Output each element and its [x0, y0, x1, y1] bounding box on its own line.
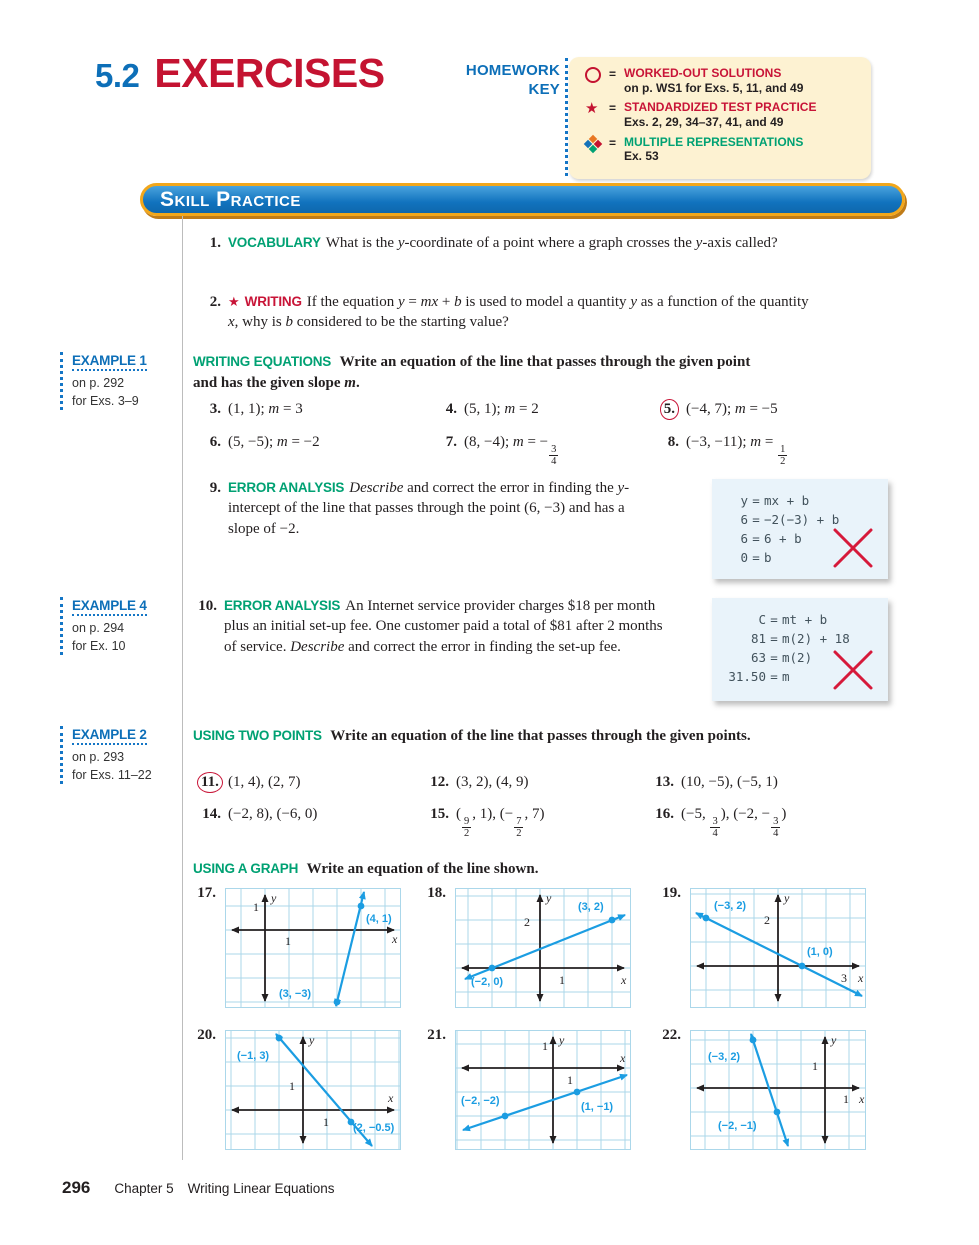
exercise-number: 15.: [430, 806, 449, 822]
dotted-divider: [565, 58, 568, 176]
section-heading-text: Write an equation of the line shown.: [303, 861, 539, 877]
page-title: EXERCISES: [154, 50, 385, 96]
example-title: EXAMPLE 4: [72, 598, 147, 616]
page-header: [95, 50, 385, 97]
graph-17: [225, 888, 401, 1008]
example-page-ref: on p. 292: [72, 376, 125, 390]
exercise-number: 8.: [667, 434, 679, 450]
note-equation-line: 81 = m(2) + 18: [750, 631, 850, 646]
fraction: $\frac{3}{4}$: [712, 815, 718, 840]
exercise-row: [197, 401, 957, 435]
exercise-item: [197, 401, 303, 418]
svg-text:3: 3: [841, 971, 847, 985]
note-equation-line: 31.50 = m: [728, 669, 790, 684]
exercise-text: ERROR ANALYSIS An Internet service provider charges $18 per month plus an initial set-up fee. One customer paid a total of $81 after 2 months of service. Describe and correct the error in finding the set-up fee.: [224, 598, 663, 655]
svg-text:x: x: [392, 932, 398, 946]
exercise-number: 1.: [209, 235, 221, 251]
exercise-number: 18.: [427, 885, 446, 901]
circled-exercise-number: 5.: [655, 401, 679, 418]
fraction: $\frac{1}{2}$: [780, 443, 786, 468]
page-footer: [62, 1178, 335, 1198]
svg-text:(−2, −1): (−2, −1): [718, 1120, 757, 1132]
exercise-9: [197, 478, 645, 539]
skill-practice-banner: [140, 183, 905, 216]
homework-key-title: WORKED-OUT SOLUTIONS: [624, 66, 782, 80]
section-heading-using-two-points: [193, 726, 758, 747]
exercise-item: [433, 401, 539, 418]
exercise-text: (−3, −11); m = $\frac{1}{2}$: [686, 434, 786, 468]
fraction: $\frac{3}{4}$: [773, 815, 779, 840]
example-reference-box-4: [60, 597, 198, 655]
circled-exercise-number: 11.: [197, 774, 221, 791]
note-equation-line: 63 = m(2): [750, 650, 813, 665]
svg-text:1: 1: [812, 1059, 818, 1073]
exercise-text: (10, −5), (−5, 1): [681, 774, 778, 790]
exercise-text: VOCABULARY What is the y-coordinate of a point where a graph crosses the y-axis called?: [228, 235, 778, 251]
svg-text:2: 2: [764, 913, 770, 927]
chapter-title: Writing Linear Equations: [187, 1181, 335, 1196]
homework-key-text: [624, 66, 803, 95]
exercise-text: (3, 2), (4, 9): [456, 774, 529, 790]
exercise-item: [655, 434, 788, 468]
lesson-number: 5.2: [95, 57, 140, 94]
example-exercise-ref: for Exs. 3–9: [72, 394, 139, 409]
svg-text:x: x: [388, 1091, 394, 1105]
exercise-number: 20.: [197, 1027, 216, 1043]
svg-text:x: x: [858, 971, 864, 985]
exercise-item: [197, 434, 320, 451]
svg-text:x: x: [621, 973, 627, 987]
example-title: EXAMPLE 2: [72, 727, 147, 745]
svg-text:1: 1: [567, 1073, 573, 1087]
svg-text:2: 2: [524, 915, 530, 929]
svg-text:(1, −1): (1, −1): [581, 1101, 614, 1113]
svg-text:1: 1: [289, 1079, 295, 1093]
exercise-label: ERROR ANALYSIS: [228, 480, 345, 495]
svg-text:1: 1: [285, 934, 291, 948]
svg-text:(−3, 2): (−3, 2): [714, 900, 747, 912]
example-reference-box-2: [60, 726, 198, 784]
homework-key-detail: on p. WS1 for Exs. 5, 11, and 49: [624, 80, 804, 95]
exercise-row: [197, 806, 957, 840]
note-equation-line: C = mt + b: [758, 612, 828, 627]
example-page-ref: on p. 293: [72, 750, 125, 764]
star-icon: ★: [585, 100, 599, 118]
example-reference-box-1: [60, 352, 198, 410]
note-equation-line: 6 = 6 + b: [740, 531, 802, 546]
svg-text:y: y: [546, 891, 552, 905]
exercise-label: WRITING: [244, 294, 302, 309]
svg-text:1: 1: [323, 1115, 329, 1129]
homework-key-label-line2: KEY: [528, 80, 560, 98]
equals-sign: =: [609, 135, 617, 150]
star-icon: ★: [228, 294, 240, 309]
exercise-text: (1, 1); m = 3: [228, 401, 303, 417]
exercise-number: 17.: [197, 885, 216, 901]
graph-20: [225, 1030, 401, 1150]
exercise-label: ERROR ANALYSIS: [224, 598, 341, 613]
exercise-number: 9.: [209, 480, 221, 496]
exercise-number: 3.: [209, 401, 221, 417]
example-title: EXAMPLE 1: [72, 353, 147, 371]
exercise-item: [655, 401, 778, 418]
exercise-text: (1, 4), (2, 7): [228, 774, 301, 790]
svg-text:1: 1: [843, 1092, 849, 1106]
svg-text:y: y: [831, 1033, 837, 1047]
exercise-number: 12.: [430, 774, 449, 790]
skill-practice-banner-title: Skill Practice: [160, 187, 301, 211]
exercise-text: ( $\frac{9}{2}$ , 1), (− $\frac{7}{2}$ , 7): [456, 806, 545, 840]
fraction: $\frac{7}{2}$: [516, 815, 522, 840]
exercise-text: ERROR ANALYSIS Describe and correct the error in finding the y-intercept of the line that passes through the point (6, −3) and has a slope of −2.: [228, 480, 630, 537]
svg-text:(3, 2): (3, 2): [578, 901, 604, 913]
svg-text:(−2, 0): (−2, 0): [471, 976, 504, 988]
exercise-item: [197, 774, 300, 791]
exercise-row: [197, 774, 957, 808]
homework-key-label: [448, 62, 560, 100]
exercise-item: [650, 774, 778, 791]
section-heading-using-a-graph: [193, 859, 813, 880]
exercise-number: 21.: [427, 1027, 446, 1043]
exercise-number: 2.: [209, 294, 221, 310]
homework-key-detail: Exs. 2, 29, 34–37, 41, and 49: [624, 114, 784, 129]
section-heading-text: Write an equation of the line that passes through the given points.: [326, 728, 751, 744]
exercise-text: (8, −4); m = − $\frac{3}{4}$: [464, 434, 557, 468]
homework-key-detail: Ex. 53: [624, 149, 659, 164]
svg-text:y: y: [271, 891, 277, 905]
svg-text:(−3, 2): (−3, 2): [708, 1051, 741, 1063]
graph-18: [455, 888, 631, 1008]
graph-22: [690, 1030, 866, 1150]
homework-key-title: STANDARDIZED TEST PRACTICE: [624, 100, 817, 115]
error-note-card-2: [712, 598, 888, 701]
svg-text:(3, −3): (3, −3): [279, 988, 312, 1000]
exercise-text: (5, 1); m = 2: [464, 401, 539, 417]
page-number: 296: [62, 1178, 91, 1197]
exercise-number: 6.: [209, 434, 221, 450]
svg-text:y: y: [309, 1033, 315, 1047]
svg-text:x: x: [859, 1092, 865, 1106]
homework-key-text: [624, 100, 816, 129]
exercise-row: [197, 434, 957, 468]
homework-key-text: [624, 135, 803, 164]
fraction: $\frac{3}{4}$: [551, 443, 557, 468]
homework-key-item: [585, 66, 861, 95]
graph-21: [455, 1030, 631, 1150]
exercise-number: 14.: [202, 806, 221, 822]
example-exercise-ref: for Exs. 11–22: [72, 768, 152, 783]
exercise-number: 16.: [655, 806, 674, 822]
exercise-2: [197, 292, 812, 333]
homework-key-item: [585, 135, 861, 164]
chapter-label: Chapter 5: [114, 1181, 174, 1196]
svg-text:(1, 0): (1, 0): [807, 946, 833, 958]
section-label: WRITING EQUATIONS: [193, 354, 332, 369]
exercise-label: VOCABULARY: [228, 235, 321, 250]
exercise-item: [197, 806, 317, 823]
error-note-card-1: [712, 479, 888, 579]
svg-text:(−2, −2): (−2, −2): [461, 1095, 500, 1107]
equals-sign: =: [609, 101, 617, 116]
svg-text:y: y: [559, 1033, 565, 1047]
exercise-number: 7.: [445, 434, 457, 450]
exercise-text: (−5, $\frac{3}{4}$ ), (−2, − $\frac{3}{4}$ ): [681, 806, 787, 840]
note-equation-line: y = mx + b: [740, 493, 810, 508]
svg-text:y: y: [784, 891, 790, 905]
fraction: $\frac{9}{2}$: [464, 815, 470, 840]
worked-out-circle-icon: [585, 66, 609, 95]
graph-19: [690, 888, 866, 1008]
note-equation-line: 0 = b: [740, 550, 772, 565]
exercise-text: (5, −5); m = −2: [228, 434, 320, 450]
exercise-number: 22.: [662, 1027, 681, 1043]
exercise-text: (−2, 8), (−6, 0): [228, 806, 318, 822]
exercise-1: [197, 233, 797, 253]
svg-text:1: 1: [559, 973, 565, 987]
exercise-10: [193, 596, 671, 657]
exercise-item: [425, 806, 544, 840]
exercise-text: ★ WRITING If the equation y = mx + b is used to model a quantity y as a function of the quantity x, why is b considered to be the starting value?: [228, 294, 809, 331]
section-label: USING TWO POINTS: [193, 728, 322, 743]
homework-key-box: [569, 57, 871, 179]
homework-key-label-line1: HOMEWORK: [465, 62, 560, 79]
red-x-icon: [830, 525, 876, 571]
red-x-icon: [830, 647, 876, 693]
svg-text:(−1, 3): (−1, 3): [237, 1050, 270, 1062]
homework-key-item: [585, 100, 861, 129]
svg-text:(2, −0.5): (2, −0.5): [353, 1122, 395, 1134]
exercise-text: (−4, 7); m = −5: [686, 401, 778, 417]
exercise-number: 4.: [445, 401, 457, 417]
homework-key-title: MULTIPLE REPRESENTATIONS: [624, 134, 804, 149]
exercise-number: 19.: [662, 885, 681, 901]
example-page-ref: on p. 294: [72, 621, 125, 635]
svg-text:(4, 1): (4, 1): [366, 913, 392, 925]
exercise-item: [650, 806, 786, 840]
svg-text:1: 1: [253, 900, 259, 914]
section-heading-text: Write an equation of the line that passes through the given point and has the given slope m.: [193, 354, 751, 391]
section-label: USING A GRAPH: [193, 861, 299, 876]
exercise-item: [425, 774, 528, 791]
multiple-representations-icon: [585, 135, 609, 164]
note-equation-line: 6 = −2(−3) + b: [740, 512, 840, 527]
section-heading-writing-equations: [193, 352, 758, 394]
example-exercise-ref: for Ex. 10: [72, 639, 126, 654]
exercise-number: 10.: [198, 598, 217, 614]
svg-text:x: x: [620, 1051, 626, 1065]
equals-sign: =: [609, 67, 617, 81]
exercise-number: 13.: [655, 774, 674, 790]
svg-text:1: 1: [542, 1039, 548, 1053]
exercise-item: [433, 434, 559, 468]
